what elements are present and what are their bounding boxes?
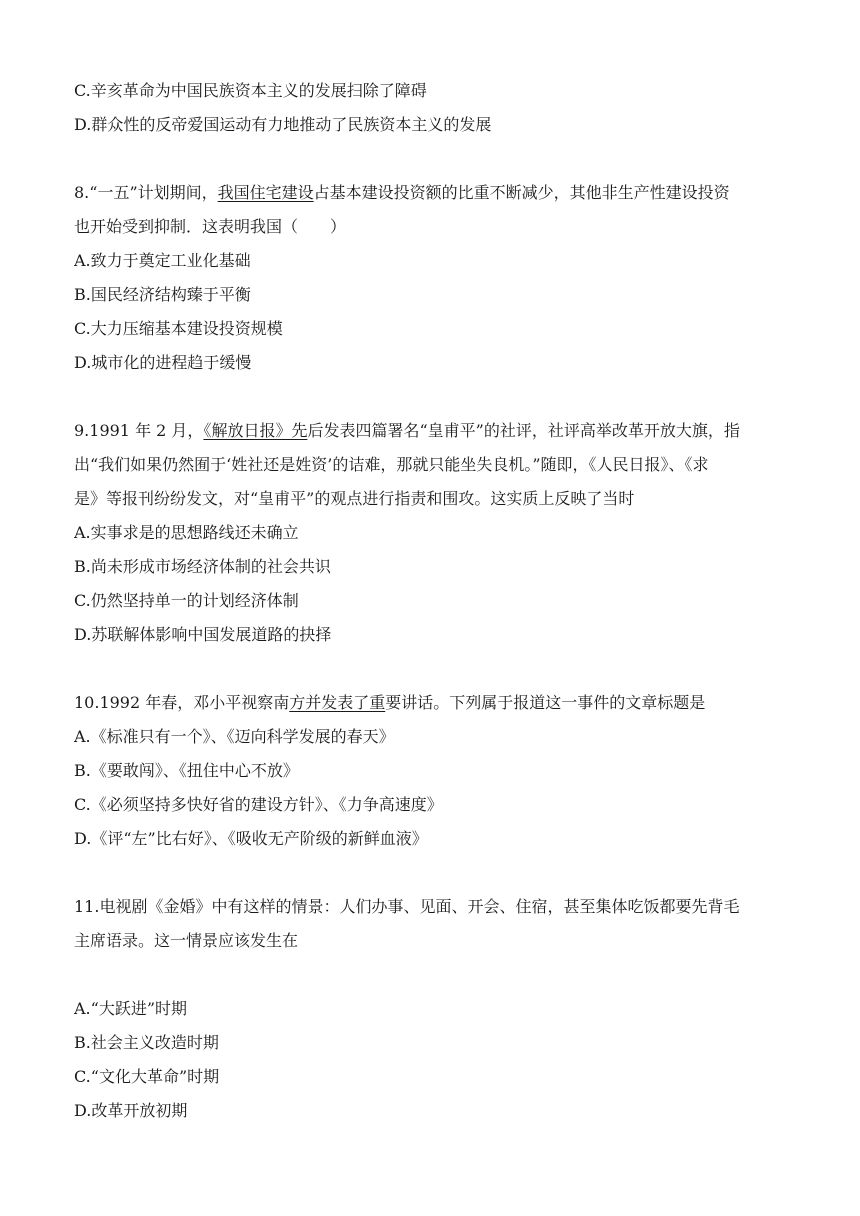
q11-stem-line1: 11.电视剧《金婚》中有这样的情景：人们办事、见面、开会、住宿，甚至集体吃饭都要先背毛 [74, 897, 740, 916]
q8-stem-part: 8.“一五”计划期间， [74, 183, 218, 202]
document-page [74, 74, 788, 1128]
option-c-prev: C.辛亥革命为中国民族资本主义的发展扫除了障碍 [74, 81, 427, 100]
q10-option-b: B.《要敢闯》、《扭住中心不放》 [74, 761, 299, 780]
q9-stem-line3: 是》等报刊纷纷发文，对“皇甫平”的观点进行指责和围攻。这实质上反映了当时 [74, 489, 635, 508]
option-d-prev: D.群众性的反帝爱国运动有力地推动了民族资本主义的发展 [74, 115, 492, 134]
q10-option-a: A.《标准只有一个》、《迈向科学发展的春天》 [74, 727, 395, 746]
q9-option-d: D.苏联解体影响中国发展道路的抉择 [74, 625, 332, 644]
q11-option-c: C.“文化大革命”时期 [74, 1067, 220, 1086]
spacer [74, 142, 788, 176]
q11-stem-line2: 主席语录。这一情景应该发生在 [74, 931, 299, 950]
q8-option-c: C.大力压缩基本建设投资规模 [74, 319, 283, 338]
q8-option-b: B.国民经济结构臻于平衡 [74, 285, 251, 304]
q9-option-a: A.实事求是的思想路线还未确立 [74, 523, 299, 542]
q10-option-d: D.《评“左”比右好》、《吸收无产阶级的新鲜血液》 [74, 829, 428, 848]
spacer [74, 856, 788, 890]
q8-stem-part: 占基本建设投资额的比重不断减少，其他非生产性建设投资 [313, 183, 730, 202]
q11-option-d: D.改革开放初期 [74, 1101, 188, 1120]
q8-option-a: A.致力于奠定工业化基础 [74, 251, 251, 270]
q9-stem-underlined: 《解放日报》先 [203, 421, 308, 440]
q8-stem [74, 176, 788, 210]
q9-option-c: C.仍然坚持单一的计划经济体制 [74, 591, 299, 610]
spacer [74, 958, 788, 992]
q9-stem-part: 9.1991 年 2 月， [74, 421, 204, 440]
q9-stem-part: 后发表四篇署名“皇甫平”的社评，社评高举改革开放大旗，指 [307, 421, 740, 440]
spacer [74, 380, 788, 414]
spacer [74, 652, 788, 686]
q9-stem-line2: 出“我们如果仍然囿于‘姓社还是姓资’的诘难，那就只能坐失良机。”随即，《人民日报》、《求 [74, 455, 709, 474]
q10-stem-part: 10.1992 年春，邓小平视察南 [74, 693, 290, 712]
q8-option-d: D.城市化的进程趋于缓慢 [74, 353, 252, 372]
q11-option-a: A.“大跃进”时期 [74, 999, 188, 1018]
q9-stem [74, 414, 788, 448]
q10-stem-underlined: 方并发表了重 [289, 693, 386, 712]
q10-option-c: C.《必须坚持多快好省的建设方针》、《力争高速度》 [74, 795, 443, 814]
q9-option-b: B.尚未形成市场经济体制的社会共识 [74, 557, 331, 576]
q11-option-b: B.社会主义改造时期 [74, 1033, 219, 1052]
q10-stem [74, 686, 788, 720]
q10-stem-part: 要讲话。下列属于报道这一事件的文章标题是 [385, 693, 706, 712]
q8-stem-underlined: 我国住宅建设 [217, 183, 314, 202]
q8-stem-line2: 也开始受到抑制．这表明我国（ ） [74, 217, 347, 236]
